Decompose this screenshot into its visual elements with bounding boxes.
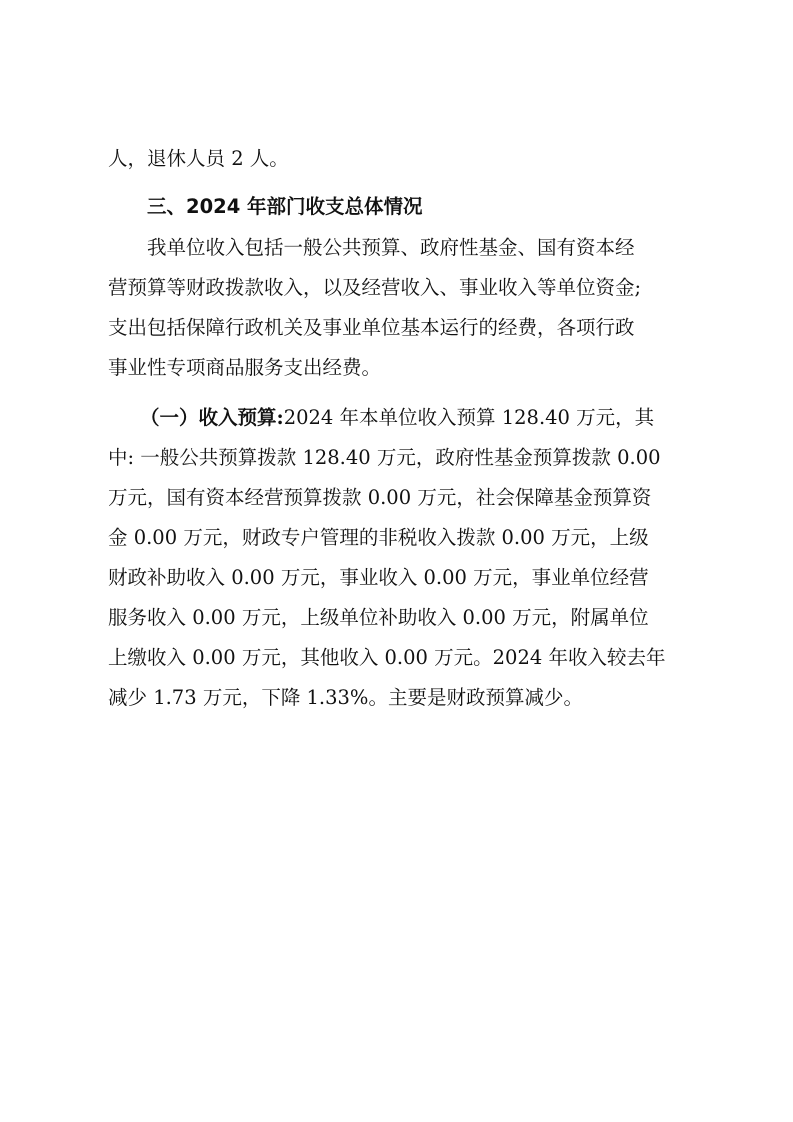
paragraph-line	[108, 638, 690, 678]
line-text: 2024 年本单位收入预算 128.40 万元，其	[283, 406, 655, 429]
paragraph-line	[140, 398, 690, 438]
heading-text: 三、2024 年部门收支总体情况	[147, 195, 423, 218]
line-text: 营预算等财政拨款收入，以及经营收入、事业收入等单位资金;	[108, 276, 642, 299]
line-text: 上缴收入 0.00 万元，其他收入 0.00 万元。2024 年收入较去年	[108, 646, 666, 669]
line-text: 我单位收入包括一般公共预算、政府性基金、国有资本经	[147, 236, 635, 259]
line-text: 中: 一般公共预算拨款 128.40 万元，政府性基金预算拨款 0.00	[108, 446, 661, 469]
line-text: 金 0.00 万元，财政专户管理的非税收入拨款 0.00 万元，上级	[108, 526, 649, 549]
paragraph-line	[108, 268, 690, 308]
paragraph-line	[108, 678, 690, 718]
paragraph-line	[108, 348, 690, 388]
text-line	[108, 139, 690, 179]
paragraph-line	[108, 478, 690, 518]
line-text: 万元，国有资本经营预算拨款 0.00 万元，社会保障基金预算资	[108, 486, 652, 509]
subsection-label: （一）收入预算:	[140, 406, 284, 429]
paragraph-line	[108, 518, 690, 558]
paragraph-line	[108, 558, 690, 598]
line-text: 服务收入 0.00 万元，上级单位补助收入 0.00 万元，附属单位	[108, 606, 649, 629]
paragraph-line	[108, 308, 690, 348]
section-heading	[147, 187, 690, 227]
paragraph-line	[108, 598, 690, 638]
paragraph-line	[147, 228, 690, 268]
line-text: 人，退休人员 2 人。	[108, 147, 289, 170]
line-text: 减少 1.73 万元，下降 1.33%。主要是财政预算减少。	[108, 686, 583, 709]
line-text: 财政补助收入 0.00 万元，事业收入 0.00 万元，事业单位经营	[108, 566, 649, 589]
paragraph-line	[108, 438, 690, 478]
line-text: 事业性专项商品服务支出经费。	[108, 356, 382, 379]
line-text: 支出包括保障行政机关及事业单位基本运行的经费，各项行政	[108, 316, 635, 339]
